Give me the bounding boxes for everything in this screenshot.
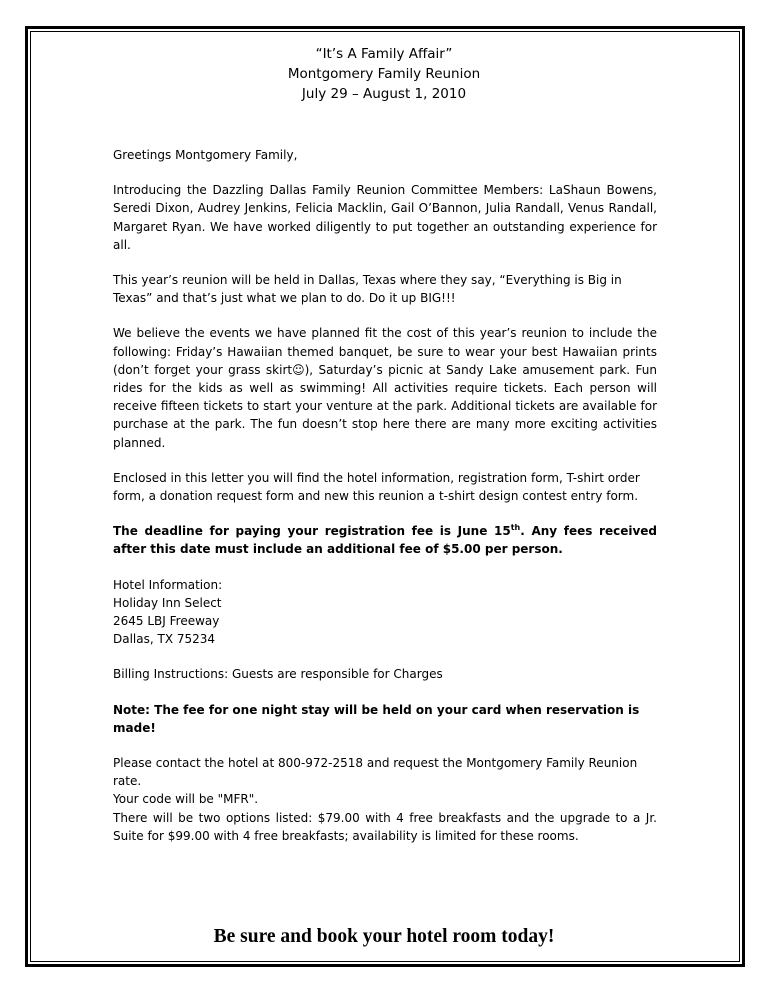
hotel-info-block <box>113 576 657 649</box>
code-line: Your code will be "MFR". <box>113 792 259 807</box>
enclosed-paragraph: Enclosed in this letter you will find the hotel information, registration form, T-shirt order form, a donation request form and new this reunion a t-shirt design contest entry form. <box>113 470 640 504</box>
location-paragraph: This year’s reunion will be held in Dallas, Texas where they say, “Everything is Big in Texas” and that’s just what we plan to do. Do it up BIG!!! <box>113 273 622 306</box>
header-dates: July 29 – August 1, 2010 <box>301 86 467 102</box>
deadline-superscript: th <box>510 523 521 533</box>
events-paragraph: We believe the events we have planned fit the cost of this year’s reunion to include the following: Friday’s Hawaiian themed banquet, be sure to wear your best Hawaiian prints (don’t forget your grass skirt☺), Saturday’s picnic at Sandy Lake amusement park. Fun rides for the kids as well as swimming! All activities require tickets. Each person will receive fifteen tickets to start your venture at the park. Additional tickets are available for purchase at the park. The fun doesn’t stop here there are many more exciting activities planned. <box>113 326 657 450</box>
options-line: There will be two options listed: $79.00 with 4 free breakfasts and the upgrade to a Jr. Suite for $99.00 with 4 free breakfasts; availability is limited for these rooms. <box>113 810 657 843</box>
hotel-name: Holiday Inn Select <box>113 595 222 610</box>
hotel-city: Dallas, TX 75234 <box>113 632 216 647</box>
contact-block <box>113 754 657 845</box>
deadline-paragraph <box>113 522 657 558</box>
header-slogan: “It’s A Family Affair” <box>315 46 453 62</box>
deadline-text-b: . Any fees received after this date must include an additional fee of $5.00 per person. <box>113 524 658 557</box>
hotel-info-label: Hotel Information: <box>113 577 223 592</box>
footer-callout: Be sure and book your hotel room today! <box>213 926 555 947</box>
contact-line: Please contact the hotel at 800-972-2518 and request the Montgomery Family Reunion rate. <box>113 756 638 789</box>
greeting: Greetings Montgomery Family, <box>113 148 298 162</box>
intro-paragraph: Introducing the Dazzling Dallas Family Reunion Committee Members: LaShaun Bowens, Seredi Dixon, Audrey Jenkins, Felicia Macklin, Gail O’Bannon, Julia Randall, Venus Randall, Margaret Ryan. We have worked diligently to put together an outstanding experience for all. <box>113 183 657 252</box>
letter-body <box>113 146 657 862</box>
letter-header <box>0 44 768 104</box>
note-paragraph: Note: The fee for one night stay will be held on your card when reservation is made! <box>113 702 640 735</box>
billing-instructions: Billing Instructions: Guests are responsible for Charges <box>113 667 443 682</box>
deadline-text-a: The deadline for paying your registration fee is June 15 <box>113 524 511 539</box>
header-event-name: Montgomery Family Reunion <box>287 66 481 82</box>
hotel-address: 2645 LBJ Freeway <box>113 614 220 629</box>
